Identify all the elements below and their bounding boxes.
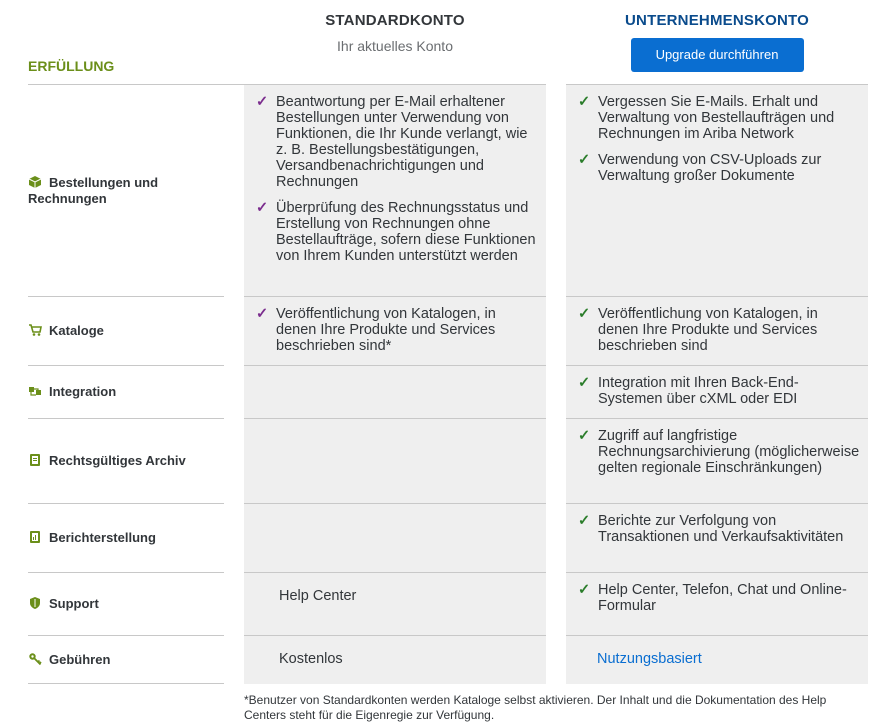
table-row — [28, 365, 868, 418]
row-label: Support — [49, 596, 99, 611]
current-account-label: Ihr aktuelles Konto — [337, 38, 453, 54]
list-item — [578, 582, 860, 614]
table-row — [28, 503, 868, 572]
enterprise-cell — [566, 418, 868, 503]
row-label-cell — [28, 503, 224, 572]
enterprise-cell — [566, 635, 868, 684]
check-icon: ✓ — [256, 306, 269, 322]
row-label: Gebühren — [49, 652, 111, 667]
row-label-cell — [28, 572, 224, 635]
shield-icon — [28, 596, 42, 610]
list-item — [578, 94, 860, 142]
feature-text: Verwendung von CSV-Uploads zur Verwaltung großer Dokumente — [598, 152, 822, 184]
footnote: *Benutzer von Standardkonten werden Kataloge selbst aktivieren. Der Inhalt und die Dokumentation des Help Centers steht für die Eigenregie zur Verfügung. — [244, 693, 827, 722]
row-label: Rechtsgültiges Archiv — [49, 453, 186, 468]
row-label: Integration — [49, 384, 117, 399]
standard-cell — [244, 296, 546, 365]
standard-value: Help Center — [279, 588, 357, 604]
feature-text: Veröffentlichung von Katalogen, in denen Ihre Produkte und Services beschrieben sind — [598, 306, 818, 354]
report-icon — [28, 530, 42, 544]
enterprise-cell — [566, 572, 868, 635]
list-item — [256, 200, 538, 264]
feature-text: Help Center, Telefon, Chat und Online-Formular — [598, 582, 847, 614]
section-title: ERFÜLLUNG — [28, 58, 115, 74]
check-icon: ✓ — [578, 513, 591, 529]
standard-cell — [244, 635, 546, 684]
feature-text: Beantwortung per E-Mail erhaltener Bestellungen unter Verwendung von Funktionen, die Ihr Kunde verlangt, wie z. B. Bestellungsbestätigungen, Versandbenachrichtigungen und Rechnungen — [276, 94, 528, 190]
divider — [28, 683, 224, 684]
row-label-cell — [28, 635, 224, 684]
feature-text: Veröffentlichung von Katalogen, in denen Ihre Produkte und Services beschrieben sind* — [276, 306, 496, 354]
feature-text: Integration mit Ihren Back-End-Systemen über cXML oder EDI — [598, 375, 799, 407]
feature-text: Vergessen Sie E-Mails. Erhalt und Verwaltung von Bestellaufträgen und Rechnungen im Ariba Network — [598, 94, 835, 142]
list-item — [256, 94, 538, 190]
enterprise-account-title: UNTERNEHMENSKONTO — [625, 12, 809, 29]
cart-icon — [28, 323, 42, 337]
check-icon: ✓ — [578, 94, 591, 110]
standard-cell — [244, 503, 546, 572]
standard-value: Kostenlos — [279, 651, 343, 667]
check-icon: ✓ — [578, 428, 591, 444]
standard-cell — [244, 418, 546, 503]
row-label-cell — [28, 84, 244, 296]
standard-cell — [244, 84, 546, 296]
standard-account-title: STANDARDKONTO — [325, 12, 465, 29]
list-item — [578, 513, 860, 545]
integration-icon — [28, 384, 42, 398]
check-icon: ✓ — [578, 375, 591, 391]
check-icon: ✓ — [578, 306, 591, 322]
check-icon: ✓ — [578, 152, 591, 168]
check-icon: ✓ — [256, 200, 269, 216]
check-icon: ✓ — [578, 582, 591, 598]
standard-cell — [244, 365, 546, 418]
table-row — [28, 572, 868, 635]
upgrade-button[interactable]: Upgrade durchführen — [631, 38, 804, 72]
row-label: Berichterstellung — [49, 530, 156, 545]
row-label: Bestellungen und Rechnungen — [28, 174, 159, 206]
list-item — [578, 306, 860, 354]
feature-text: Überprüfung des Rechnungsstatus und Erstellung von Rechnungen ohne Bestellaufträge, sofern diese Funktionen von Ihrem Kunden unterstützt werden — [276, 200, 536, 264]
table-row — [28, 418, 868, 503]
orders-icon — [28, 175, 42, 189]
enterprise-account-header — [566, 12, 868, 72]
table-row — [28, 635, 868, 684]
check-icon: ✓ — [256, 94, 269, 110]
list-item — [256, 306, 538, 354]
row-label-cell — [28, 418, 224, 503]
standard-account-header — [244, 12, 546, 54]
table-row — [28, 84, 868, 296]
feature-text: Zugriff auf langfristige Rechnungsarchivierung (möglicherweise gelten regionale Einschränkungen) — [598, 428, 860, 476]
usage-based-link[interactable]: Nutzungsbasiert — [597, 651, 702, 667]
enterprise-cell — [566, 296, 868, 365]
enterprise-cell — [566, 84, 868, 296]
list-item — [578, 152, 860, 184]
list-item — [578, 375, 860, 407]
archive-icon — [28, 453, 42, 467]
list-item — [578, 428, 860, 476]
table-row — [28, 296, 868, 365]
enterprise-cell — [566, 503, 868, 572]
standard-cell — [244, 572, 546, 635]
feature-text: Berichte zur Verfolgung von Transaktionen und Verkaufsaktivitäten — [598, 513, 844, 545]
row-label-cell — [28, 365, 224, 418]
key-icon — [28, 652, 42, 666]
row-label-cell — [28, 296, 224, 365]
enterprise-cell — [566, 365, 868, 418]
row-label: Kataloge — [49, 323, 104, 338]
